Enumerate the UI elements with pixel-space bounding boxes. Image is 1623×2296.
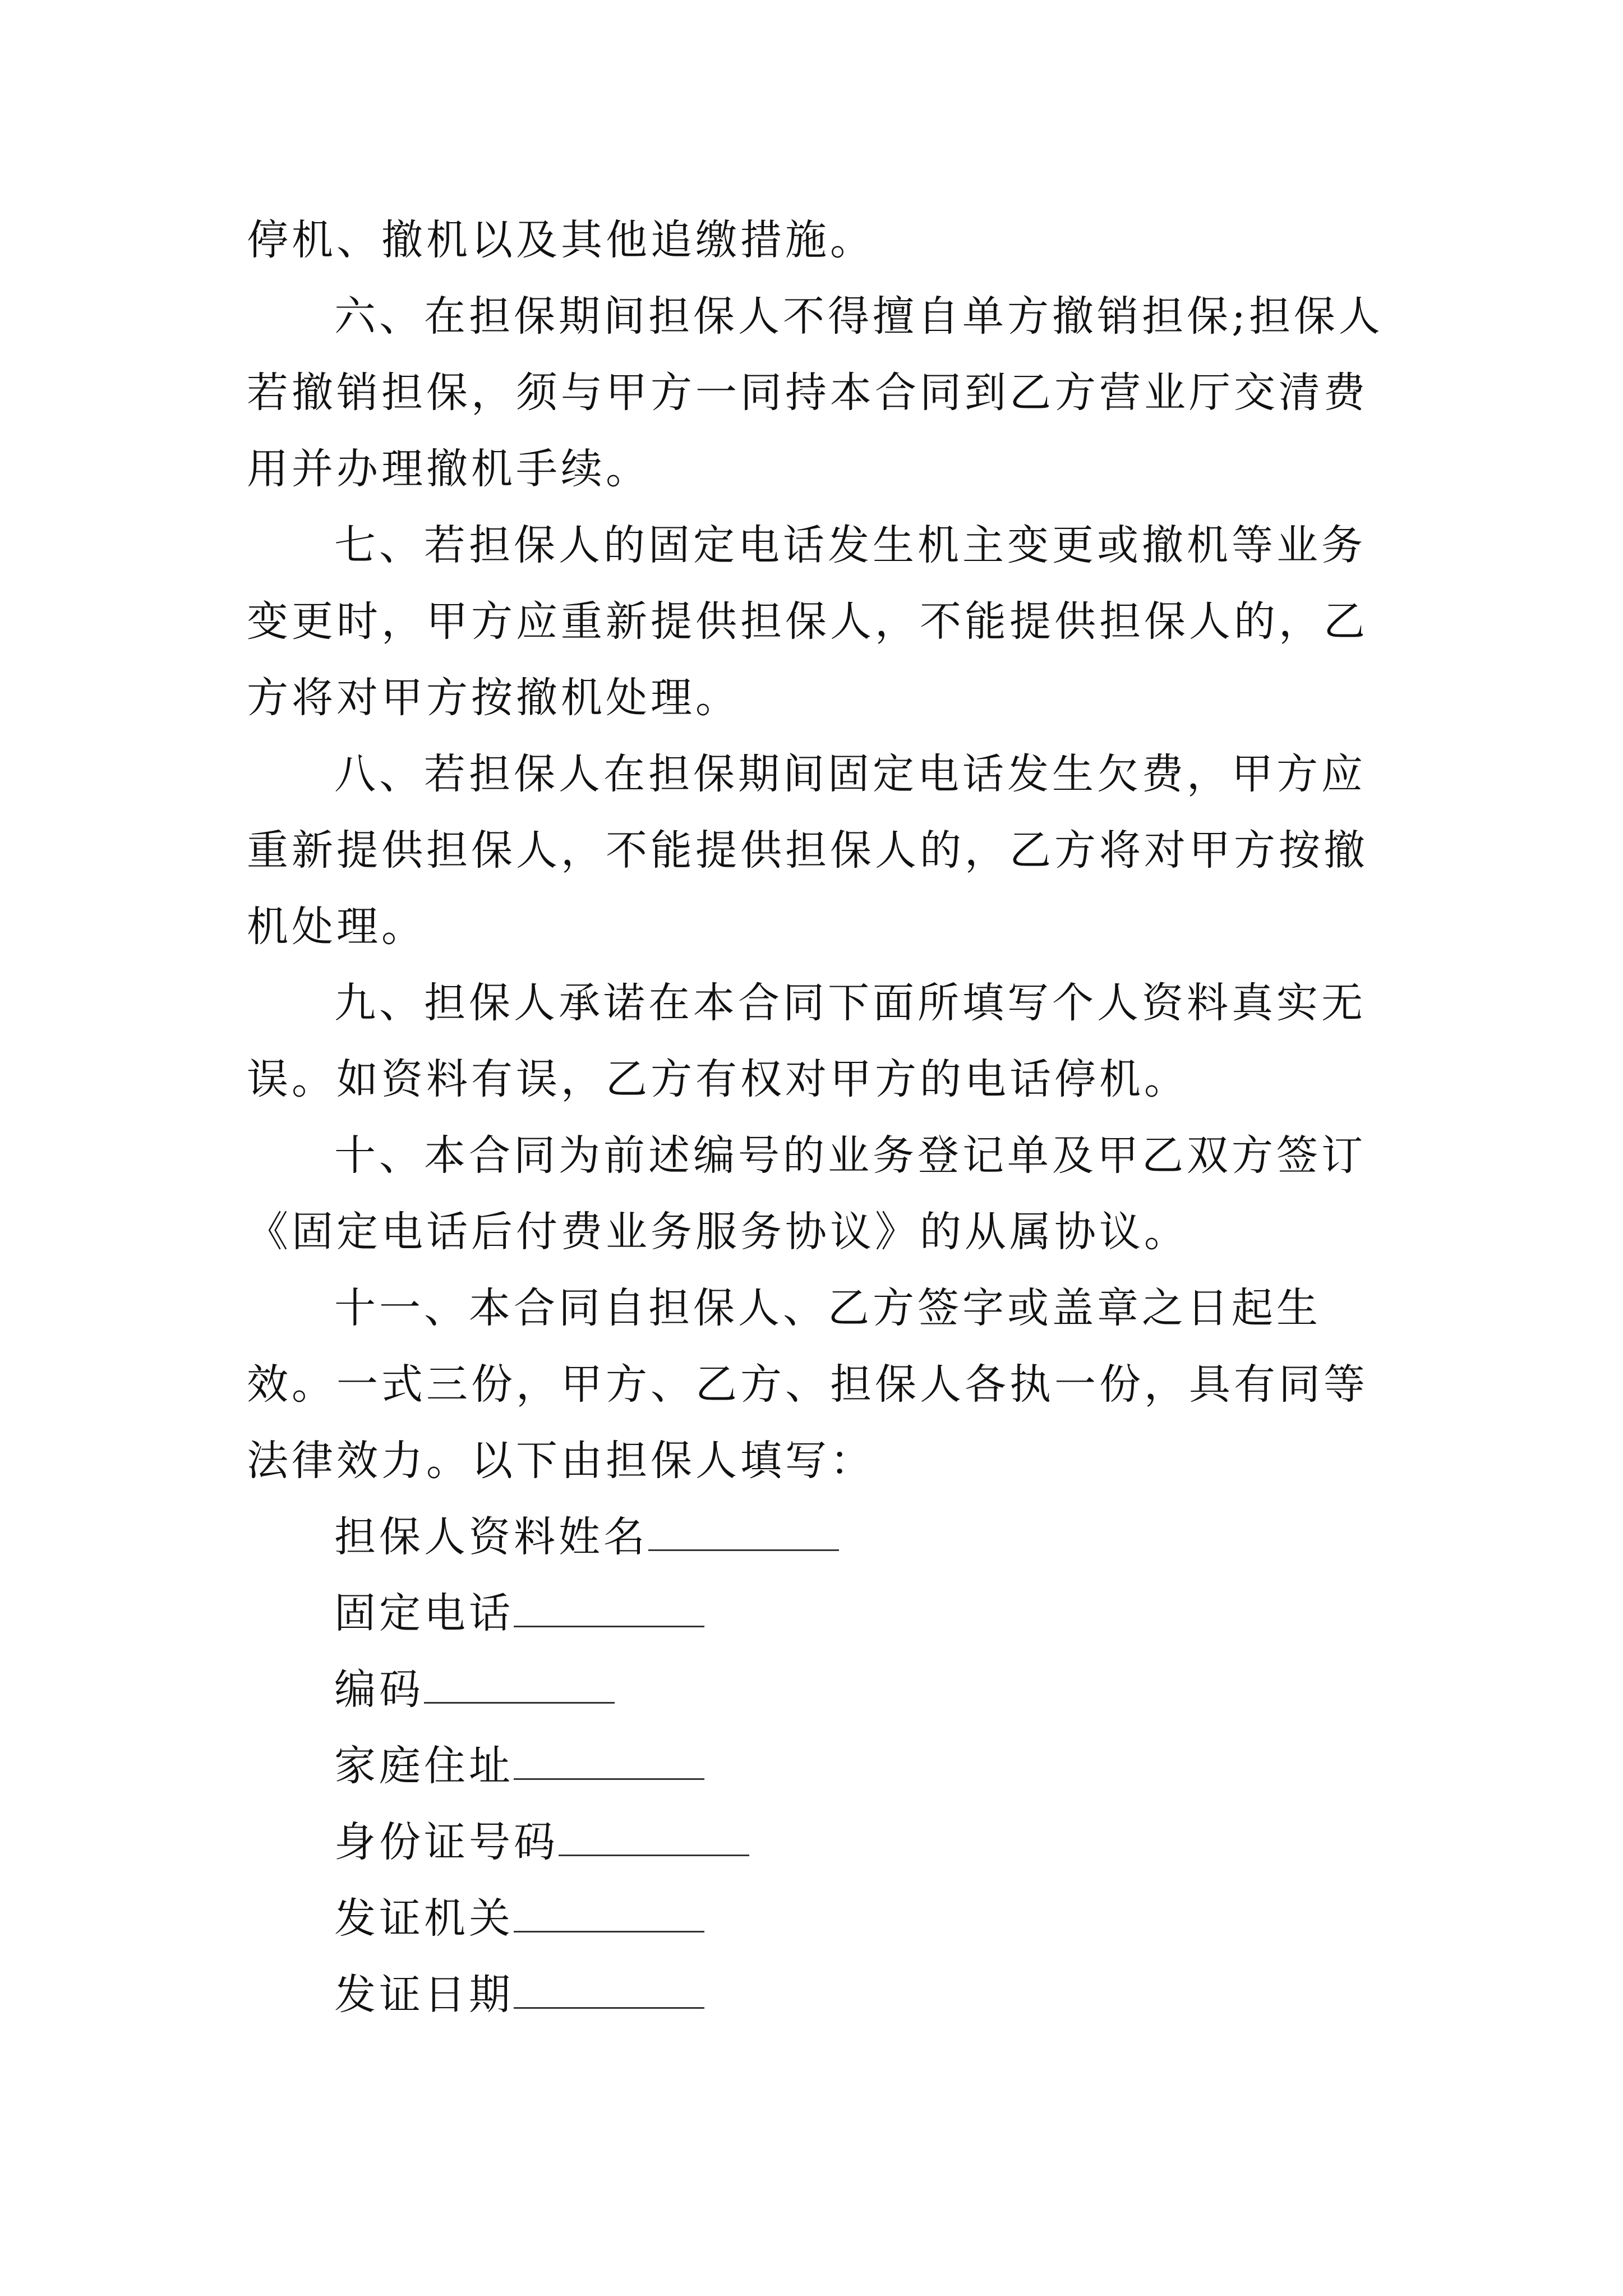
field-issuing-authority [334, 1880, 1391, 1957]
fill-in-blank [514, 1972, 704, 2009]
field-issue-date [334, 1957, 1391, 2033]
clause-eight: 八、若担保人在担保期间固定电话发生欠费，甲方应重新提供担保人，不能提供担保人的，乙方将对甲方按撤机处理。 [247, 750, 1368, 951]
clause-eleven: 十一、本合同自担保人、乙方签字或盖章之日起生效。一式三份，甲方、乙方、担保人各执一份，具有同等法律效力。以下由担保人填写： [247, 1284, 1368, 1485]
fill-in-blank [514, 1743, 704, 1780]
fill-in-blank [514, 1591, 704, 1627]
clause-nine: 九、担保人承诺在本合同下面所填写个人资料真实无误。如资料有误，乙方有权对甲方的电话停机。 [247, 979, 1366, 1103]
field-label: 固定电话 [334, 1589, 514, 1637]
field-code [334, 1651, 1391, 1728]
fill-in-blank [648, 1515, 839, 1551]
field-label: 发证机关 [334, 1894, 514, 1943]
clause-six: 六、在担保期间担保人不得擅自单方撤销担保;担保人若撤销担保，须与甲方一同持本合同到乙方营业厅交清费用并办理撤机手续。 [247, 292, 1384, 493]
field-label: 发证日期 [334, 1971, 514, 2019]
field-guarantor-name [334, 1499, 1391, 1575]
field-label: 身份证号码 [334, 1818, 559, 1866]
field-id-number [334, 1804, 1391, 1880]
field-home-address [334, 1728, 1391, 1804]
clause-ten: 十、本合同为前述编号的业务登记单及甲乙双方签订《固定电话后付费业务服务协议》的从属协议。 [247, 1131, 1366, 1256]
field-landline-phone [334, 1575, 1391, 1651]
clause-seven: 七、若担保人的固定电话发生机主变更或撤机等业务变更时，甲方应重新提供担保人，不能提供担保人的，乙方将对甲方按撤机处理。 [247, 521, 1368, 722]
contract-text [247, 202, 1391, 2033]
fill-in-blank [424, 1667, 615, 1704]
field-label: 担保人资料姓名 [334, 1513, 648, 1561]
field-label: 家庭住址 [334, 1742, 514, 1790]
fill-in-blank [559, 1820, 749, 1856]
fill-in-blank [514, 1896, 704, 1932]
field-label: 编码 [334, 1665, 424, 1714]
clause-continuation: 停机、撤机以及其他追缴措施。 [247, 216, 875, 264]
